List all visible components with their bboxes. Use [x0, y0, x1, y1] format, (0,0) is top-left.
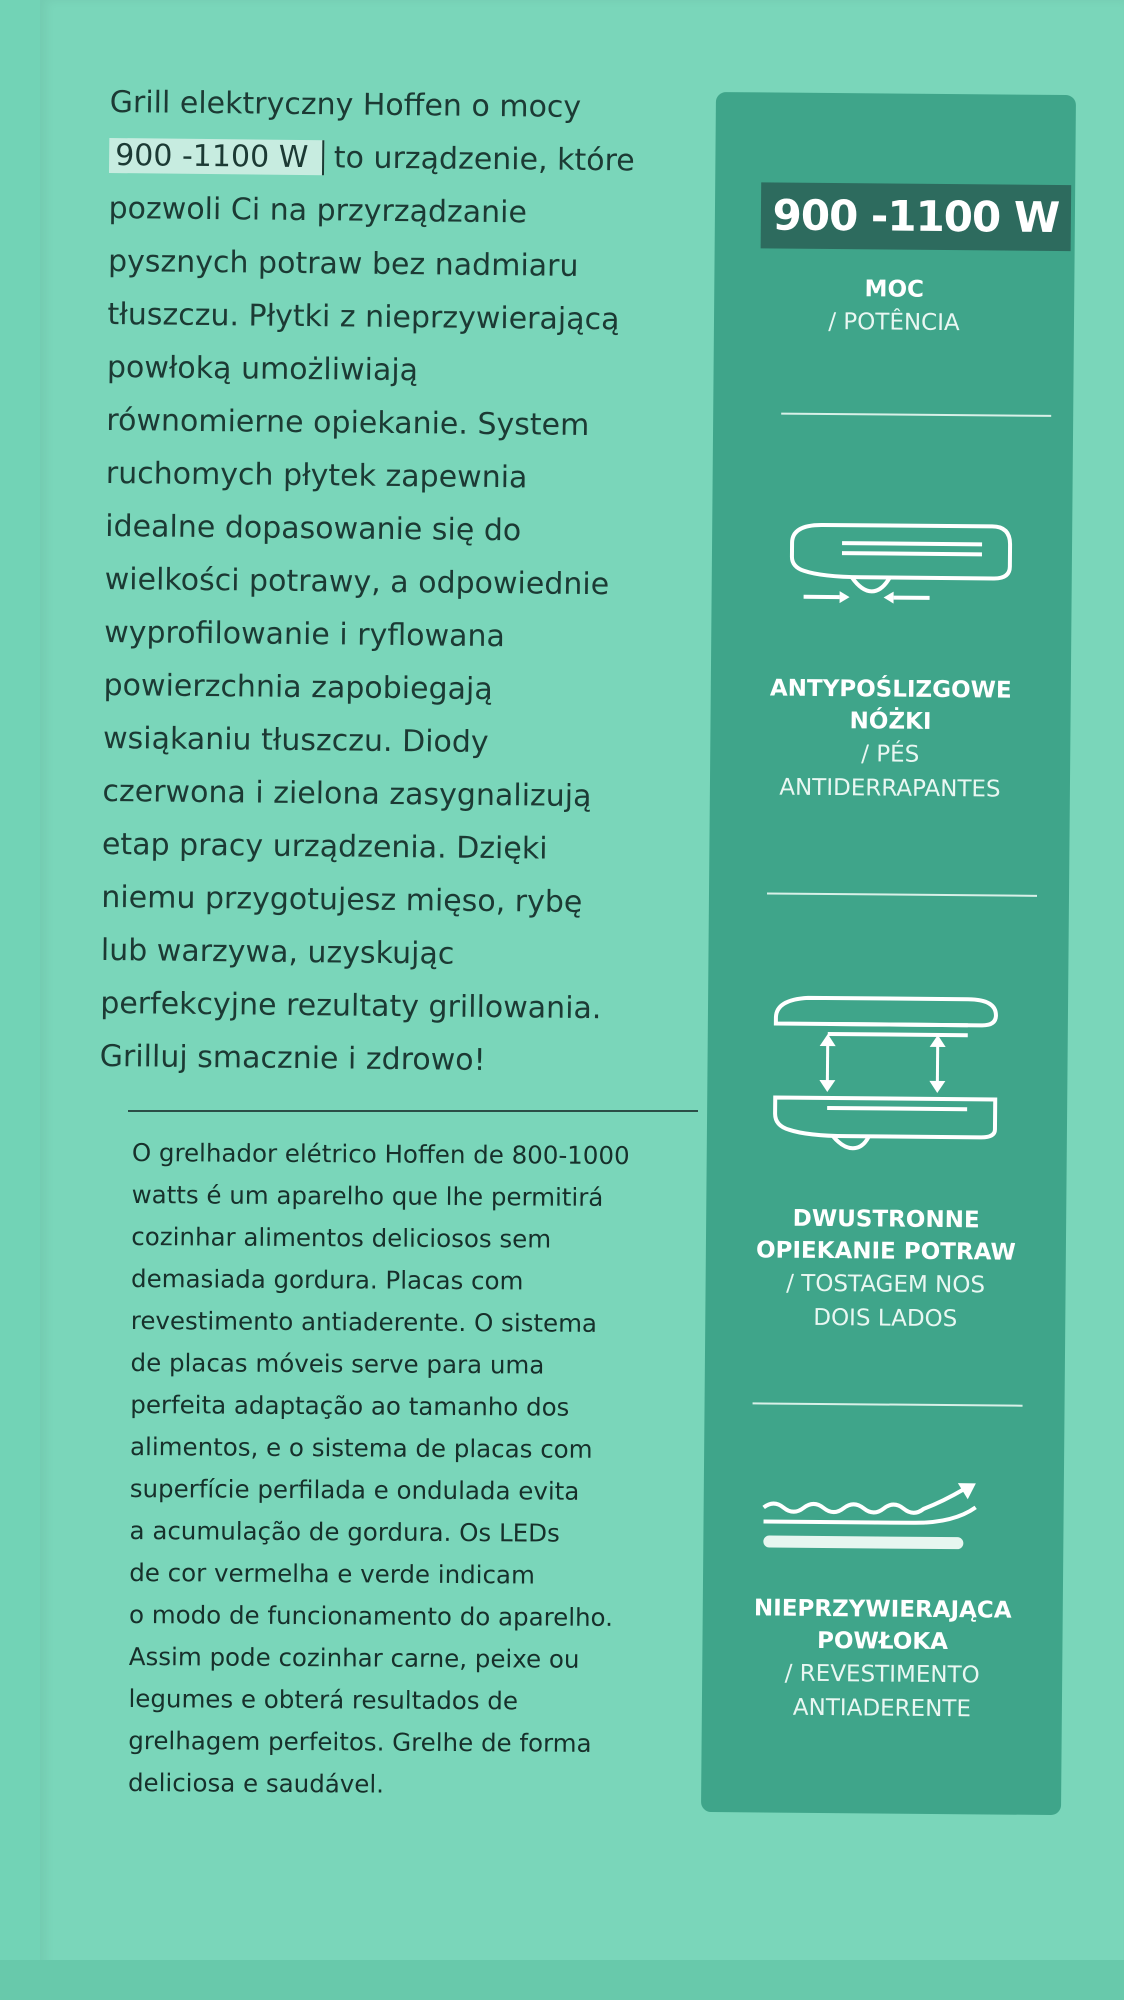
polish-line: idealne dopasowanie się do: [105, 508, 522, 549]
portuguese-line: superfície perfilada e ondulada evita: [129, 1473, 580, 1506]
portuguese-line: revestimento antiaderente. O sistema: [130, 1305, 598, 1338]
feature-label-pl: NÓŻKI: [849, 708, 932, 735]
section-divider: [128, 1110, 698, 1112]
portuguese-line: watts é um aparelho que lhe permitirá: [131, 1179, 604, 1212]
portuguese-line: grelhagem perfeitos. Grelhe de forma: [128, 1725, 592, 1758]
feature-label-pt: ANTIDERRAPANTES: [779, 774, 1001, 803]
polish-line-rest: to urządzenie, które: [333, 140, 635, 179]
polish-line: etap pracy urządzenia. Dzięki: [101, 826, 548, 867]
panel-divider: [767, 892, 1037, 896]
feature-double-sided: [705, 1202, 1066, 1337]
polish-line: wsiąkaniu tłuszczu. Diody: [102, 720, 489, 761]
portuguese-line: de placas móveis serve para uma: [130, 1347, 545, 1380]
polish-line: równomierne opiekanie. System: [106, 402, 590, 444]
power-label-pl: MOC: [864, 276, 925, 303]
portuguese-line: demasiada gordura. Placas com: [131, 1263, 524, 1296]
portuguese-line: O grelhador elétrico Hoffen de 800-1000: [131, 1137, 630, 1171]
polish-line: pozwoli Ci na przyrządzanie: [108, 190, 528, 231]
panel-divider: [781, 413, 1051, 417]
polish-line: tłuszczu. Płytki z nieprzywierającą: [107, 296, 620, 338]
portuguese-line: o modo de funcionamento do aparelho.: [128, 1599, 614, 1632]
polish-line: perfekcyjne rezultaty grillowania.: [100, 985, 602, 1027]
polish-line: powierzchnia zapobiegają: [103, 667, 493, 708]
feature-label-pt: ANTIADERENTE: [792, 1694, 972, 1723]
power-label-pt: / POTÊNCIA: [828, 308, 960, 337]
feature-label-pt: / REVESTIMENTO: [784, 1660, 980, 1689]
grill-feet-icon: [781, 513, 1022, 625]
non-stick-coating-icon: [753, 1477, 994, 1559]
feature-label-pl: ANTYPOŚLIZGOWE: [769, 675, 1012, 704]
polish-line: pysznych potraw bez nadmiaru: [107, 243, 579, 284]
polish-line: powłoką umożliwiają: [106, 349, 419, 389]
polish-line: niemu przygotujesz mięso, rybę: [101, 879, 583, 920]
feature-label-pl: POWŁOKA: [816, 1627, 949, 1656]
panel-divider: [753, 1402, 1023, 1406]
polish-line: Grilluj smacznie i zdrowo!: [99, 1038, 486, 1078]
power-rating-box: 900 -1100 W: [761, 182, 1072, 251]
polish-line: wyprofilowanie i ryflowana: [103, 614, 506, 655]
feature-label-pt: / PÉS: [861, 741, 920, 768]
polish-line: wielkości potrawy, a odpowiednie: [104, 561, 610, 603]
features-panel: [701, 92, 1076, 1815]
polish-line: lub warzywa, uzyskując: [100, 932, 455, 972]
feature-anti-slip-feet: [710, 672, 1071, 807]
polish-line: Grill elektryczny Hoffen o mocy: [109, 84, 582, 125]
portuguese-line: Assim pode cozinhar carne, peixe ou: [128, 1641, 580, 1674]
portuguese-line: a acumulação de gordura. Os LEDs: [129, 1515, 560, 1548]
portuguese-line: cozinhar alimentos deliciosos sem: [131, 1221, 552, 1254]
double-sided-grill-icon: [767, 987, 1008, 1159]
portuguese-line: de cor vermelha e verde indicam: [129, 1557, 535, 1590]
portuguese-line: perfeita adaptação ao tamanho dos: [130, 1389, 570, 1422]
polish-line: [109, 129, 730, 188]
polish-line: ruchomych płytek zapewnia: [105, 455, 528, 496]
feature-label-pl: OPIEKANIE POTRAW: [755, 1237, 1016, 1266]
feature-label-pl: NIEPRZYWIERAJĄCA: [753, 1595, 1012, 1624]
feature-label-pt: DOIS LADOS: [813, 1304, 958, 1333]
feature-label-pt: / TOSTAGEM NOS: [786, 1270, 986, 1299]
power-highlight: 900 -1100 W: [109, 138, 325, 175]
power-feature: [714, 272, 1075, 341]
portuguese-line: alimentos, e o sistema de placas com: [129, 1431, 593, 1464]
polish-description: [99, 76, 730, 1089]
feature-label-pl: DWUSTRONNE: [792, 1205, 980, 1234]
portuguese-line: legumes e obterá resultados de: [128, 1683, 519, 1716]
polish-line: czerwona i zielona zasygnalizują: [102, 773, 592, 815]
portuguese-line: deliciosa e saudável.: [127, 1767, 385, 1799]
box-bottom-edge: [0, 1960, 1124, 2000]
portuguese-description: [128, 1132, 752, 1808]
feature-non-stick: [702, 1592, 1063, 1727]
